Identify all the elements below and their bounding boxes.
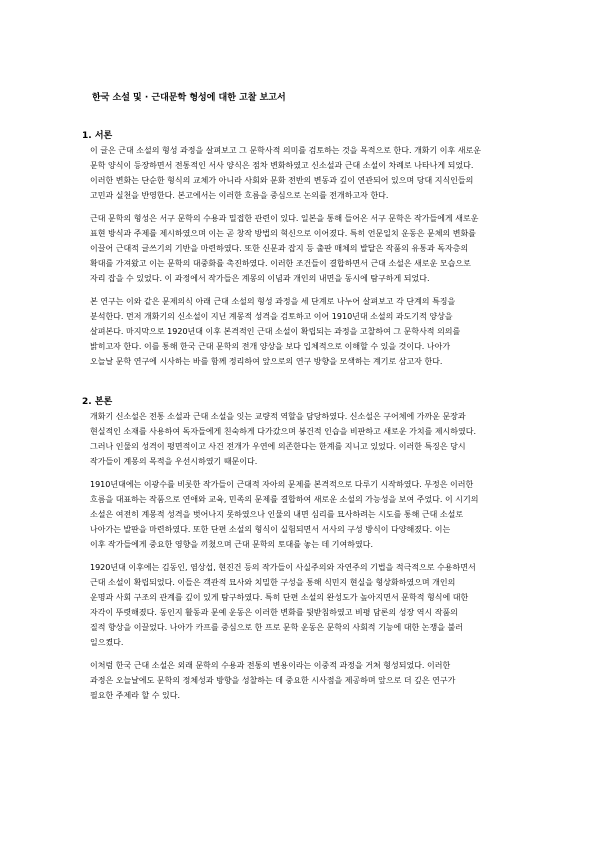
paragraph-line: 자각이 뚜렷해졌다. 동인지 활동과 문예 운동은 이러한 변화를 뒷받침하였고 비평 담론의 성장 역시 작품의	[90, 608, 458, 617]
paragraph-line: 운명과 사회 구조의 관계를 깊이 있게 탐구하였다. 특히 단편 소설의 완성도가 높아지면서 문학적 형식에 대한	[90, 593, 469, 602]
paragraph-line: 일으켰다.	[90, 638, 124, 647]
paragraph	[80, 560, 517, 650]
paragraph-line: 근대 문학의 형성은 서구 문학의 수용과 밀접한 관련이 있다. 일본을 통해 들어온 서구 문학은 작가들에게 새로운	[90, 214, 479, 223]
paragraph	[80, 658, 517, 703]
paragraph-line: 나아가는 발판을 마련하였다. 또한 단편 소설의 형식이 실험되면서 서사의 구성 방식이 다양해졌다. 이는	[90, 525, 451, 534]
paragraph-line: 오늘날 문학 연구에 시사하는 바를 함께 정리하여 앞으로의 연구 방향을 모색하는 계기로 삼고자 한다.	[90, 357, 443, 366]
paragraph-line: 밝히고자 한다. 이를 통해 한국 근대 문학의 전개 양상을 보다 입체적으로 이해할 수 있을 것이다. 나아가	[90, 342, 451, 351]
paragraph-line: 본 연구는 이와 같은 문제의식 아래 근대 소설의 형성 과정을 세 단계로 나누어 살펴보고 각 단계의 특징을	[90, 297, 456, 306]
paragraph-line: 이처럼 한국 근대 소설은 외래 문학의 수용과 전통의 변용이라는 이중적 과정을 거쳐 형성되었다. 이러한	[90, 661, 451, 670]
paragraph	[80, 477, 517, 552]
paragraph-line: 근대 소설이 확립되었다. 이들은 객관적 묘사와 치밀한 구성을 통해 식민지 현실을 형상화하였으며 개인의	[90, 578, 456, 587]
paragraph-line: 현실적인 소재를 사용하여 독자들에게 친숙하게 다가갔으며 봉건적 인습을 비판하고 새로운 가치를 제시하였다.	[90, 427, 476, 436]
paragraph-line: 이끌어 근대적 글쓰기의 기반을 마련하였다. 또한 신문과 잡지 등 출판 매체의 발달은 작품의 유통과 독자층의	[90, 244, 469, 253]
paragraph-line: 고민과 실천을 반영한다. 본고에서는 이러한 흐름을 중심으로 논의를 전개하고자 한다.	[90, 191, 389, 200]
paragraph-line: 개화기 신소설은 전통 소설과 근대 소설을 잇는 교량적 역할을 담당하였다. 신소설은 구어체에 가까운 문장과	[90, 412, 466, 421]
paragraph-line: 1910년대에는 이광수를 비롯한 작가들이 근대적 자아의 문제를 본격적으로 다루기 시작하였다. 무정은 이러한	[90, 480, 474, 489]
paragraph-line: 이후 작가들에게 중요한 영향을 끼쳤으며 근대 문학의 토대를 놓는 데 기여하였다.	[90, 540, 373, 549]
paragraph-line: 소설은 여전히 계몽적 성격을 벗어나지 못하였으나 인물의 내면 심리를 묘사하려는 시도를 통해 근대 소설로	[90, 510, 464, 519]
section-introduction	[80, 130, 517, 377]
paragraph	[80, 143, 517, 203]
section-body	[80, 396, 517, 711]
paragraph-line: 문학 양식이 등장하면서 전통적인 서사 양식은 점차 변화하였고 신소설과 근대 소설이 차례로 나타나게 되었다.	[90, 161, 474, 170]
paragraph-line: 확대를 가져왔고 이는 문학의 대중화를 촉진하였다. 이러한 조건들이 결합하면서 근대 소설은 새로운 모습으로	[90, 259, 471, 268]
paragraph-line: 살펴본다. 마지막으로 1920년대 이후 본격적인 근대 소설이 확립되는 과정을 고찰하여 그 문학사적 의의를	[90, 327, 461, 336]
paragraph-line: 질적 향상을 이끌었다. 나아가 카프를 중심으로 한 프로 문학 운동은 문학의 사회적 기능에 대한 논쟁을 불러	[90, 623, 463, 632]
paragraph	[80, 294, 517, 369]
paragraph-line: 표현 방식과 주제를 제시하였으며 이는 곧 창작 방법의 혁신으로 이어졌다. 특히 언문일치 운동은 문체의 변화를	[90, 229, 476, 238]
paragraph-line: 작가들이 계몽의 목적을 우선시하였기 때문이다.	[90, 457, 258, 466]
paragraph-line: 1920년대 이후에는 김동인, 염상섭, 현진건 등의 작가들이 사실주의와 자연주의 기법을 적극적으로 수용하면서	[90, 563, 476, 572]
paragraph-line: 그러나 인물의 성격이 평면적이고 사건 전개가 우연에 의존한다는 한계를 지니고 있었다. 이러한 특징은 당시	[90, 442, 466, 451]
paragraph-line: 분석한다. 먼저 개화기의 신소설이 지닌 계몽적 성격을 검토하고 이어 1910년대 소설의 과도기적 양상을	[90, 312, 453, 321]
section-heading: 2. 본론	[82, 397, 113, 407]
paragraph-line: 자리 잡을 수 있었다. 이 과정에서 작가들은 계몽의 이념과 개인의 내면을 동시에 탐구하게 되었다.	[90, 274, 430, 283]
section-heading: 1. 서론	[82, 131, 113, 141]
paragraph-line: 필요한 주제라 할 수 있다.	[90, 691, 180, 700]
paragraph-line: 과정은 오늘날에도 문학의 정체성과 방향을 성찰하는 데 중요한 시사점을 제공하며 앞으로 더 깊은 연구가	[90, 676, 456, 685]
document-title: 한국 소설 및 · 근대문학 형성에 대한 고찰 보고서	[92, 93, 286, 103]
paragraph-line: 이러한 변화는 단순한 형식의 교체가 아니라 사회와 문화 전반의 변동과 깊이 연관되어 있으며 당대 지식인들의	[90, 176, 474, 185]
paragraph	[80, 211, 517, 286]
paragraph	[80, 409, 517, 469]
paragraph-line: 이 글은 근대 소설의 형성 과정을 살펴보고 그 문학사적 의미를 검토하는 것을 목적으로 한다. 개화기 이후 새로운	[90, 146, 481, 155]
paragraph-line: 흐름을 대표하는 작품으로 연애와 교육, 민족의 문제를 결합하여 새로운 소설의 가능성을 보여 주었다. 이 시기의	[90, 495, 479, 504]
